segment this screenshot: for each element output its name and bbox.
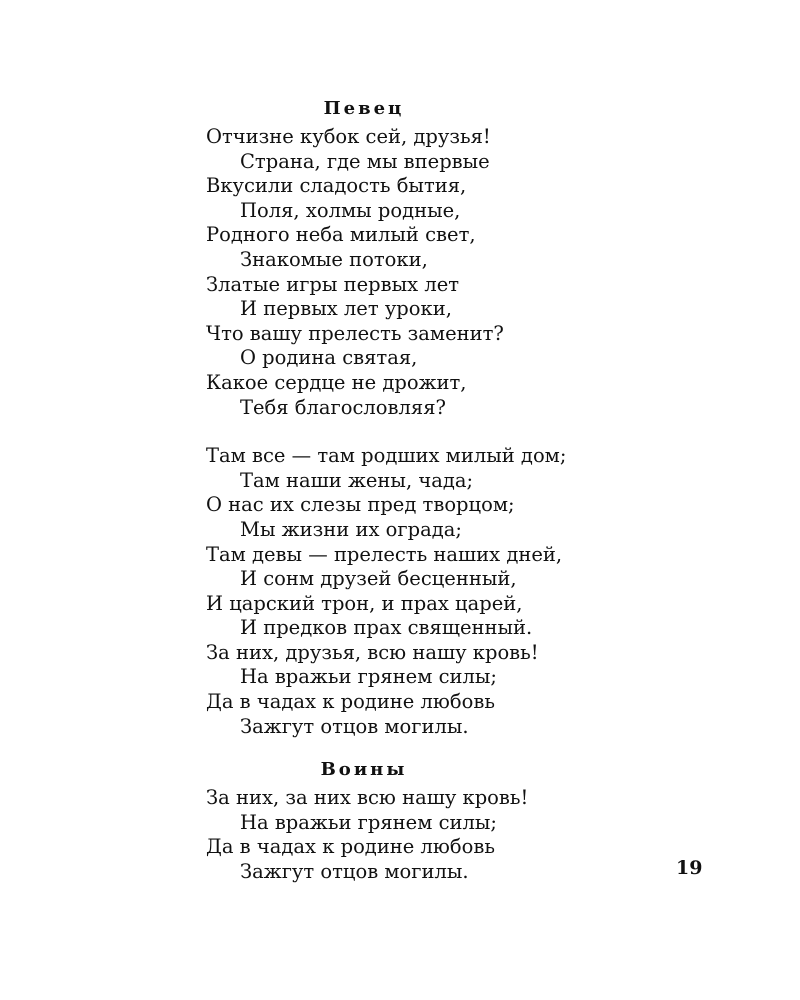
verse-line: Вкусили сладость бытия, <box>206 174 467 198</box>
verse-line: Какое сердце не дрожит, <box>206 370 467 394</box>
verse-line: Да в чадах к родине любовь <box>206 690 495 714</box>
verse-line: Там девы — прелесть наших дней, <box>206 542 563 566</box>
verse-line: Златые игры первых лет <box>206 272 460 296</box>
verse-line: Там наши жены, чада; <box>240 468 474 492</box>
verse-line: Поля, холмы родные, <box>240 198 461 222</box>
verse-line: Что вашу прелесть заменит? <box>206 321 504 345</box>
verse-line: О родина святая, <box>240 346 418 370</box>
section-heading-warriors: Воины <box>320 759 408 781</box>
verse-line: Тебя благословляя? <box>240 395 446 419</box>
verse-line: Там все — там родших милый дом; <box>206 444 567 468</box>
verse-line: Мы жизни их ограда; <box>240 517 462 541</box>
verse-line: Родного неба милый свет, <box>206 223 476 247</box>
verse-line: Страна, где мы впервые <box>240 149 490 173</box>
page-number: 19 <box>676 857 703 879</box>
verse-line: Знакомые потоки, <box>240 247 428 271</box>
verse-line: На вражьи грянем силы; <box>240 665 497 689</box>
verse-line: На вражьи грянем силы; <box>240 810 497 834</box>
verse-line: За них, за них всю нашу кровь! <box>206 786 529 810</box>
verse-line: Зажгут отцов могилы. <box>240 714 469 738</box>
stanza-2 <box>206 444 626 739</box>
poem <box>206 92 626 885</box>
verse-line: За них, друзья, всю нашу кровь! <box>206 640 539 664</box>
verse-line: Да в чадах к родине любовь <box>206 835 495 859</box>
verse-line: И первых лет уроки, <box>240 297 452 321</box>
verse-line: О нас их слезы пред творцом; <box>206 493 515 517</box>
stanza-3 <box>206 786 626 884</box>
verse-line: И предков прах священный. <box>240 616 533 640</box>
section-heading-singer: Певец <box>323 98 405 119</box>
stanza-1 <box>206 125 626 420</box>
verse-line: Зажгут отцов могилы. <box>240 860 469 884</box>
verse-line: Отчизне кубок сей, друзья! <box>206 125 491 148</box>
verse-line: И сонм друзей бесценный, <box>240 567 517 591</box>
verse-line: И царский трон, и прах царей, <box>206 591 523 615</box>
